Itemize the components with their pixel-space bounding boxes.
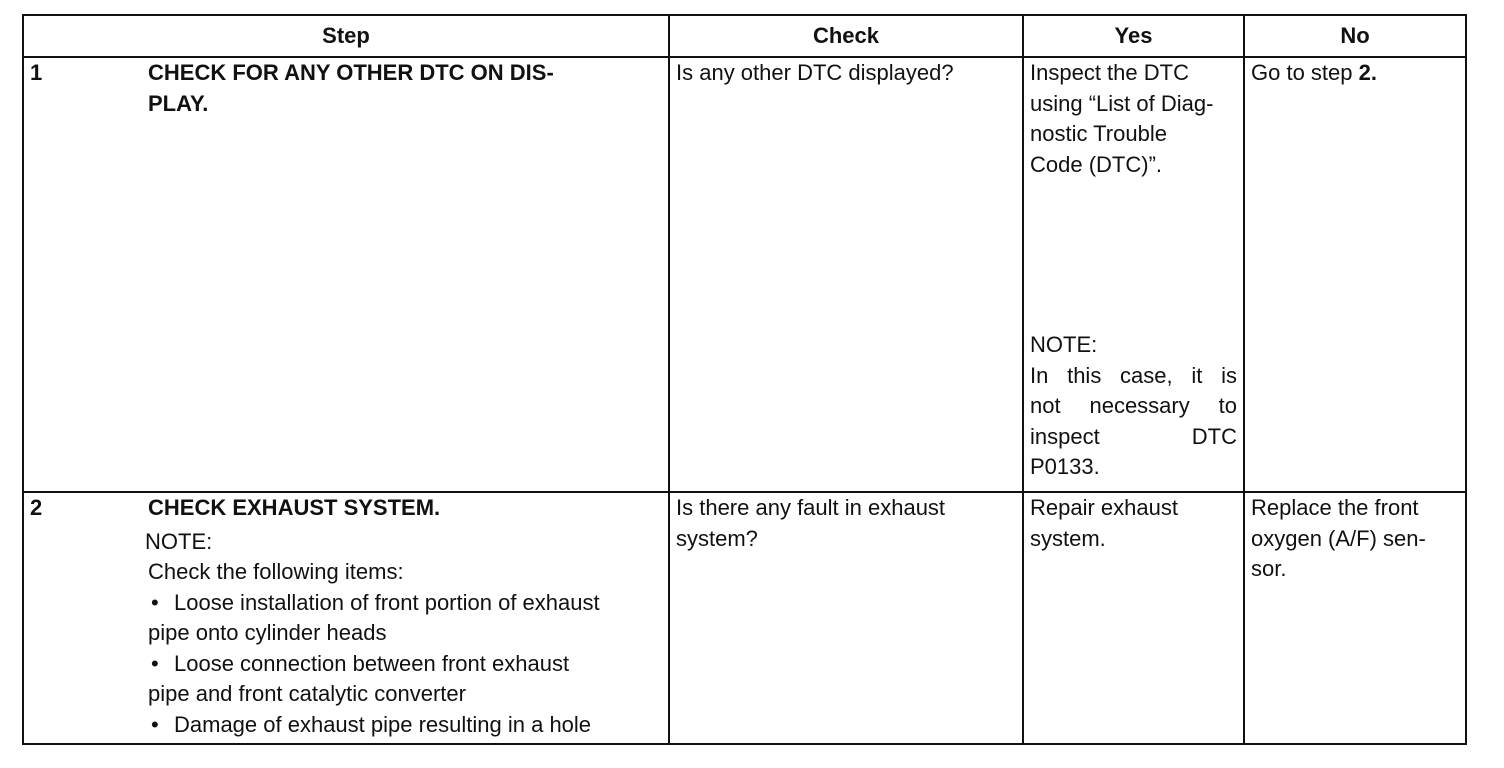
step-cell-2 <box>23 492 669 744</box>
yes-text-line: Code (DTC)”. <box>1030 151 1163 177</box>
list-item: • Loose installation of front portion of exhaust <box>148 588 662 619</box>
yes-cell-2 <box>1023 492 1244 744</box>
no-text-line: sor. <box>1251 556 1287 581</box>
table-row-step-1 <box>23 57 1466 492</box>
no-cell-1 <box>1244 57 1466 492</box>
yes-cell-1 <box>1023 57 1244 492</box>
list-item: • Damage of exhaust pipe resulting in a hole <box>148 710 662 741</box>
list-item-continuation: pipe onto cylinder heads <box>148 620 387 645</box>
no-text: Go to step <box>1251 60 1359 85</box>
yes-text-line: Repair exhaust <box>1030 495 1178 520</box>
list-item-continuation: pipe and front catalytic converter <box>148 681 466 706</box>
yes-text-line: nostic Trouble <box>1030 121 1167 146</box>
yes-text-line: Inspect the DTC <box>1030 60 1189 85</box>
yes-text-line: using “List of Diag- <box>1030 90 1214 116</box>
yes-note-label: NOTE: <box>1030 332 1098 357</box>
header-yes: Yes <box>1023 15 1244 57</box>
note-intro: Check the following items: <box>148 559 404 584</box>
header-no: No <box>1244 15 1466 57</box>
diagnostic-table <box>22 14 1467 745</box>
step-title-line: CHECK FOR ANY OTHER DTC ON DIS- <box>148 60 554 85</box>
step-number: 1 <box>30 60 43 85</box>
header-check: Check <box>669 15 1023 57</box>
check-text-line: Is there any fault in exhaust <box>676 495 946 520</box>
go-to-step-ref: 2. <box>1358 60 1377 85</box>
no-cell-2 <box>1244 492 1466 744</box>
step-title: CHECK EXHAUST SYSTEM. <box>148 495 441 520</box>
check-text-line: system? <box>676 525 758 551</box>
header-row <box>23 15 1466 57</box>
step-number: 2 <box>30 495 43 520</box>
yes-note-line: not necessary to <box>1030 393 1237 418</box>
header-step: Step <box>23 15 669 57</box>
check-cell-2 <box>669 492 1023 744</box>
yes-note-line: inspect DTC <box>1030 423 1237 449</box>
note-label: NOTE: <box>145 528 213 554</box>
no-text-line: Replace the front <box>1251 495 1419 520</box>
table-row-step-2 <box>23 492 1466 744</box>
yes-text-line: system. <box>1030 525 1106 551</box>
yes-note-line: P0133. <box>1030 454 1100 479</box>
yes-note-line: In this case, it is <box>1030 362 1237 388</box>
step-title-line: PLAY. <box>148 90 209 116</box>
no-text-line: oxygen (A/F) sen- <box>1251 525 1426 551</box>
step-cell-1 <box>23 57 669 492</box>
check-cell-1: Is any other DTC displayed? <box>669 57 1023 492</box>
list-item: • Loose connection between front exhaust <box>148 649 662 680</box>
